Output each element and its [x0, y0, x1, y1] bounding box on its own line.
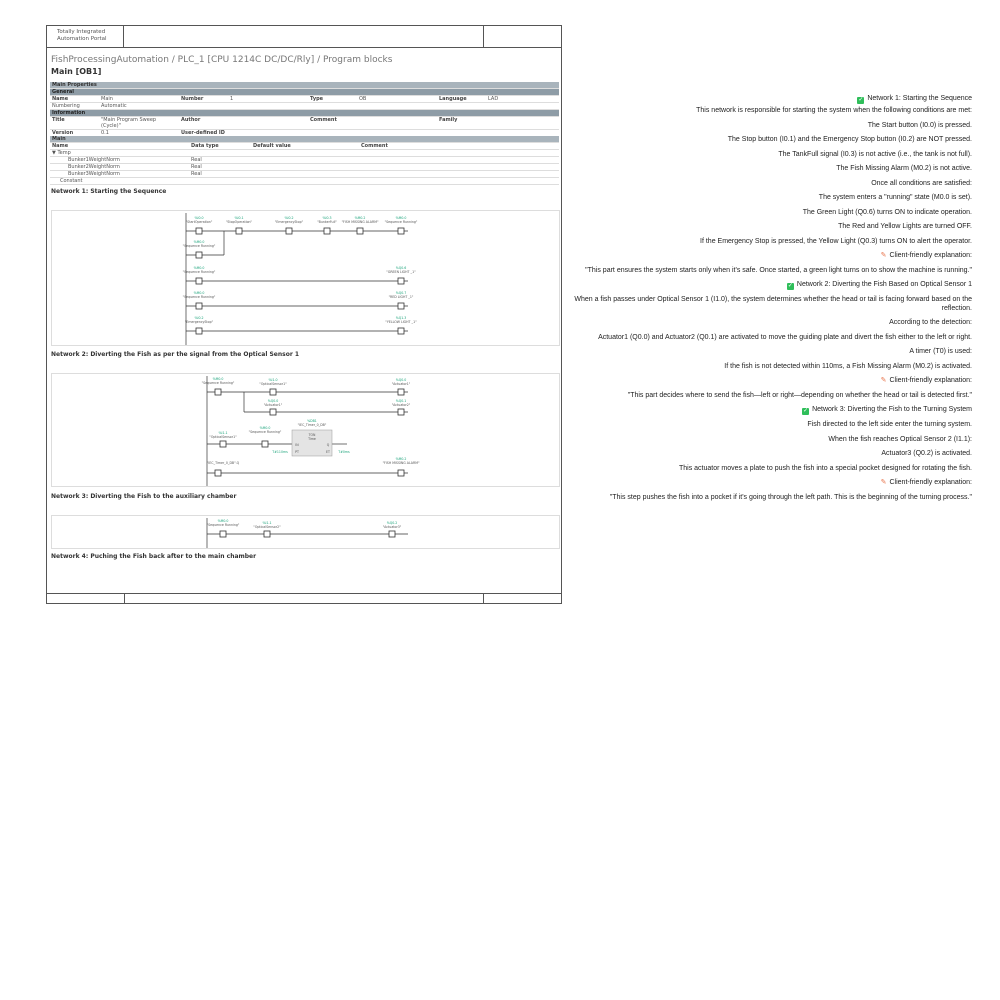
author-value [228, 117, 308, 130]
row-name: Constant [50, 178, 189, 185]
contact-addr: %I0.2 [194, 316, 204, 320]
type-label: Type [308, 96, 357, 103]
header-line-1: Totally Integrated [57, 29, 106, 35]
contact-name: "EmergencyStop" [274, 220, 304, 224]
contact-name: "Sequence Running" [248, 430, 282, 434]
label-text: Client-friendly explanation: [889, 479, 972, 486]
note-line: According to the detection: [889, 319, 972, 326]
network-1-heading [572, 95, 972, 104]
ladder-diagram-3 [52, 516, 561, 550]
contact-addr: %I1.1 [262, 521, 272, 525]
coil-addr: %M0.0 [395, 216, 407, 220]
contact-name: "Sequence Running" [182, 270, 216, 274]
numbering-label: Numbering [50, 103, 99, 110]
contact-addr: %I0.1 [234, 216, 244, 220]
row-name: Temp [57, 150, 71, 156]
heading-text: Network 3: Diverting the Fish to the Turning System [812, 406, 972, 413]
row-name: Bunker3WeightNorm [50, 171, 189, 178]
note-line: When the fish reaches Optical Sensor 2 (I1.1): [828, 435, 972, 443]
coil-name: "YELLOW LIGHT _1" [385, 320, 417, 324]
row-type: Real [189, 157, 251, 164]
col-datatype: Data type [189, 143, 251, 150]
contact-name: "FISH MISSING ALARM" [341, 220, 379, 224]
contact-name: "StartOperation" [185, 220, 213, 224]
language-label: Language [437, 96, 486, 103]
comment-label: Comment [308, 117, 357, 130]
contact-addr: %M0.0 [193, 240, 205, 244]
properties-section: Main Properties [50, 82, 559, 89]
information-section: Information [50, 110, 559, 117]
ladder-diagram-2 [52, 374, 561, 488]
network-1-title: Network 1: Starting the Sequence [51, 188, 167, 195]
note-line: If the Emergency Stop is pressed, the Yellow Light (Q0.3) turns ON to alert the operator. [700, 237, 972, 245]
client-explanation: "This part decides where to send the fish—left or right—depending on whether the head or tail is detected first." [627, 391, 972, 399]
timer-pin-et: ET [326, 450, 330, 454]
label-text: Client-friendly explanation: [889, 252, 972, 259]
timer-pin-pt: PT [295, 450, 299, 454]
contact-name: "Sequence Running" [182, 295, 216, 299]
family-value [486, 117, 559, 130]
note-line: This network is responsible for starting the system when the following conditions are met: [696, 107, 972, 114]
properties-table [50, 82, 559, 137]
note-line: The Stop button (I0.1) and the Emergency Stop button (I0.2) are NOT pressed. [727, 136, 972, 143]
title-value: "Main Program Sweep (Cycle)" [99, 117, 179, 130]
version-label: Version [50, 130, 99, 137]
table-row[interactable] [50, 150, 559, 157]
family-label: Family [437, 117, 486, 130]
timer-unit: Time [308, 437, 316, 441]
contact-name: "EmergencyStop" [184, 320, 214, 324]
name-value: Main [99, 96, 179, 103]
table-row [50, 178, 559, 185]
header-line-2: Automation Portal [57, 36, 107, 42]
timer-pin-q: Q [326, 443, 330, 447]
coil-name: "Sequence Running" [384, 220, 418, 224]
note-line: When a fish passes under Optical Sensor 1 (I1.0), the system determines whether the head or tail is facing forward based on the reflection. [574, 296, 972, 312]
note-line: A timer (T0) is used: [909, 348, 972, 355]
row-name: Bunker1WeightNorm [50, 157, 189, 164]
contact-addr: %M0.0 [259, 426, 271, 430]
timer-name: "IEC_Timer_0_DB" [297, 423, 327, 427]
coil-addr: %Q0.6 [395, 266, 407, 270]
note-line: The TankFull signal (I0.3) is not active (i.e., the tank is not full). [778, 150, 972, 158]
coil-addr: %Q1.3 [395, 316, 407, 320]
checkbox-icon: ✓ [787, 283, 793, 289]
coil-name: "RED LIGHT _1" [388, 295, 414, 299]
contact-name: "Sequence Running" [206, 523, 240, 527]
contact-name: "StopOperation" [225, 220, 253, 224]
heading-text: Network 2: Diverting the Fish Based on Optical Sensor 1 [796, 281, 972, 288]
name-label: Name [50, 96, 99, 103]
contact-addr: %M0.0 [212, 377, 224, 381]
timer-addr: %DB1 [307, 419, 317, 423]
version-value: 0.1 [99, 130, 179, 137]
contact-addr: %Q0.0 [267, 399, 279, 403]
userid-label: User-defined ID [179, 130, 228, 137]
network-4-title: Network 4: Puching the Fish back after to the main chamber [51, 553, 257, 560]
coil-name: "GREEN LIGHT _1" [386, 270, 416, 274]
contact-name: "OpticalSensor2" [253, 525, 281, 529]
number-label: Number [179, 96, 228, 103]
coil-name: "Actuator3" [382, 525, 402, 529]
coil-addr: %Q0.0 [395, 378, 407, 382]
printout-page [46, 25, 562, 604]
note-line: Fish directed to the left side enter the turning system. [807, 421, 972, 428]
title-label: Title [50, 117, 99, 130]
pencil-icon: ✎ [880, 479, 887, 486]
pencil-icon: ✎ [880, 377, 887, 384]
page-footer [47, 593, 561, 603]
col-comment: Comment [359, 143, 559, 150]
coil-addr: %M0.2 [395, 457, 407, 461]
contact-addr: %I1.0 [268, 378, 278, 382]
block-title: Main [OB1] [51, 67, 102, 76]
contact-addr: %M0.0 [193, 266, 205, 270]
page-header [47, 26, 561, 48]
client-explanation-label [572, 479, 972, 488]
note-line: The Red and Yellow Lights are turned OFF. [838, 223, 972, 230]
interface-table [50, 136, 559, 185]
network-3-heading [572, 406, 972, 415]
network-3-title: Network 3: Diverting the Fish to the auxiliary chamber [51, 493, 237, 500]
contact-addr: %M0.2 [354, 216, 366, 220]
number-value: 1 [228, 96, 308, 103]
footer-right-cell [483, 594, 561, 603]
note-line: Actuator3 (Q0.2) is activated. [881, 450, 972, 457]
network-2-title: Network 2: Diverting the Fish as per the signal from the Optical Sensor 1 [51, 351, 300, 358]
network-1-ladder [51, 210, 560, 346]
expand-icon[interactable]: ▼ [52, 150, 56, 156]
contact-name: "IEC_Timer_0_DB".Q [206, 461, 240, 465]
contact-name: "OpticalSensor1" [259, 382, 287, 386]
table-row [50, 157, 559, 164]
heading-text: Network 1: Starting the Sequence [867, 95, 972, 102]
comment-value [357, 117, 437, 130]
general-section: General [50, 89, 559, 96]
coil-name: "Actuator2" [391, 403, 411, 407]
row-name: Bunker2WeightNorm [50, 164, 189, 171]
contact-addr: %M0.0 [193, 291, 205, 295]
client-explanation-label [572, 252, 972, 261]
table-row [50, 171, 559, 178]
row-type [189, 178, 251, 185]
client-explanation: "This step pushes the fish into a pocket if it's going through the left path. This is the beginning of the turning process." [609, 493, 972, 501]
row-type: Real [189, 171, 251, 178]
client-explanation: "This part ensures the system starts only when it's safe. Once started, a green light turns on to show the machine is running." [585, 266, 972, 274]
footer-left-cell [47, 594, 125, 603]
network-2-ladder [51, 373, 560, 487]
numbering-value: Automatic [99, 103, 179, 110]
checkbox-icon: ✓ [858, 97, 864, 103]
coil-name: "Actuator1" [391, 382, 411, 386]
note-line: The Start button (I0.0) is pressed. [867, 121, 972, 129]
contact-addr: %M0.0 [217, 519, 229, 523]
timer-pt-value: T#110ms [272, 450, 288, 454]
contact-addr: %I1.1 [218, 431, 228, 435]
notes-panel [572, 95, 972, 508]
note-line: Actuator1 (Q0.0) and Actuator2 (Q0.1) are activated to move the guiding plate and divert the fish either to the left or right. [598, 333, 972, 341]
row-type: Real [189, 164, 251, 171]
note-line: The system enters a "running" state (M0.0 is set). [818, 194, 972, 201]
checkbox-icon: ✓ [803, 408, 809, 414]
row-type [189, 150, 251, 157]
contact-name: "BunkerFull" [317, 220, 337, 224]
language-value: LAD [486, 96, 559, 103]
label-text: Client-friendly explanation: [889, 377, 972, 384]
pencil-icon: ✎ [880, 252, 887, 259]
author-label: Author [179, 117, 228, 130]
client-explanation-label [572, 377, 972, 386]
contact-name: "Sequence Running" [182, 244, 216, 248]
timer-type: TON [308, 433, 316, 437]
project-path: FishProcessingAutomation / PLC_1 [CPU 1214C DC/DC/Rly] / Program blocks [51, 55, 393, 65]
header-right-cell [483, 26, 561, 47]
contact-addr: %I0.0 [194, 216, 204, 220]
coil-addr: %Q0.1 [395, 399, 407, 403]
col-default: Default value [251, 143, 359, 150]
type-value: OB [357, 96, 437, 103]
coil-addr: %Q0.7 [395, 291, 407, 295]
note-line: If the fish is not detected within 110ms, a Fish Missing Alarm (M0.2) is activated. [724, 362, 972, 370]
coil-name: "FISH MISSING ALARM" [382, 461, 420, 465]
network-3-ladder [51, 515, 560, 549]
ladder-diagram-1 [52, 211, 561, 347]
timer-et-value: T#0ms [338, 450, 350, 454]
table-row [50, 164, 559, 171]
contact-name: "OpticalSensor1" [209, 435, 237, 439]
contact-addr: %I0.2 [284, 216, 294, 220]
note-line: The Fish Missing Alarm (M0.2) is not active. [836, 165, 972, 172]
contact-name: "Sequence Running" [201, 381, 235, 385]
note-line: This actuator moves a plate to push the fish into a special pocket designed for rotating the fish. [678, 464, 972, 472]
header-logo-text [47, 26, 124, 47]
timer-pin-in: IN [295, 443, 299, 447]
note-line: The Green Light (Q0.6) turns ON to indicate operation. [802, 208, 972, 216]
contact-name: "Actuator1" [263, 403, 283, 407]
interface-section: Main [50, 136, 559, 143]
network-2-heading [572, 281, 972, 290]
note-line: Once all conditions are satisfied: [871, 179, 972, 187]
contact-addr: %I0.3 [322, 216, 332, 220]
col-name: Name [50, 143, 189, 150]
coil-addr: %Q0.2 [386, 521, 398, 525]
